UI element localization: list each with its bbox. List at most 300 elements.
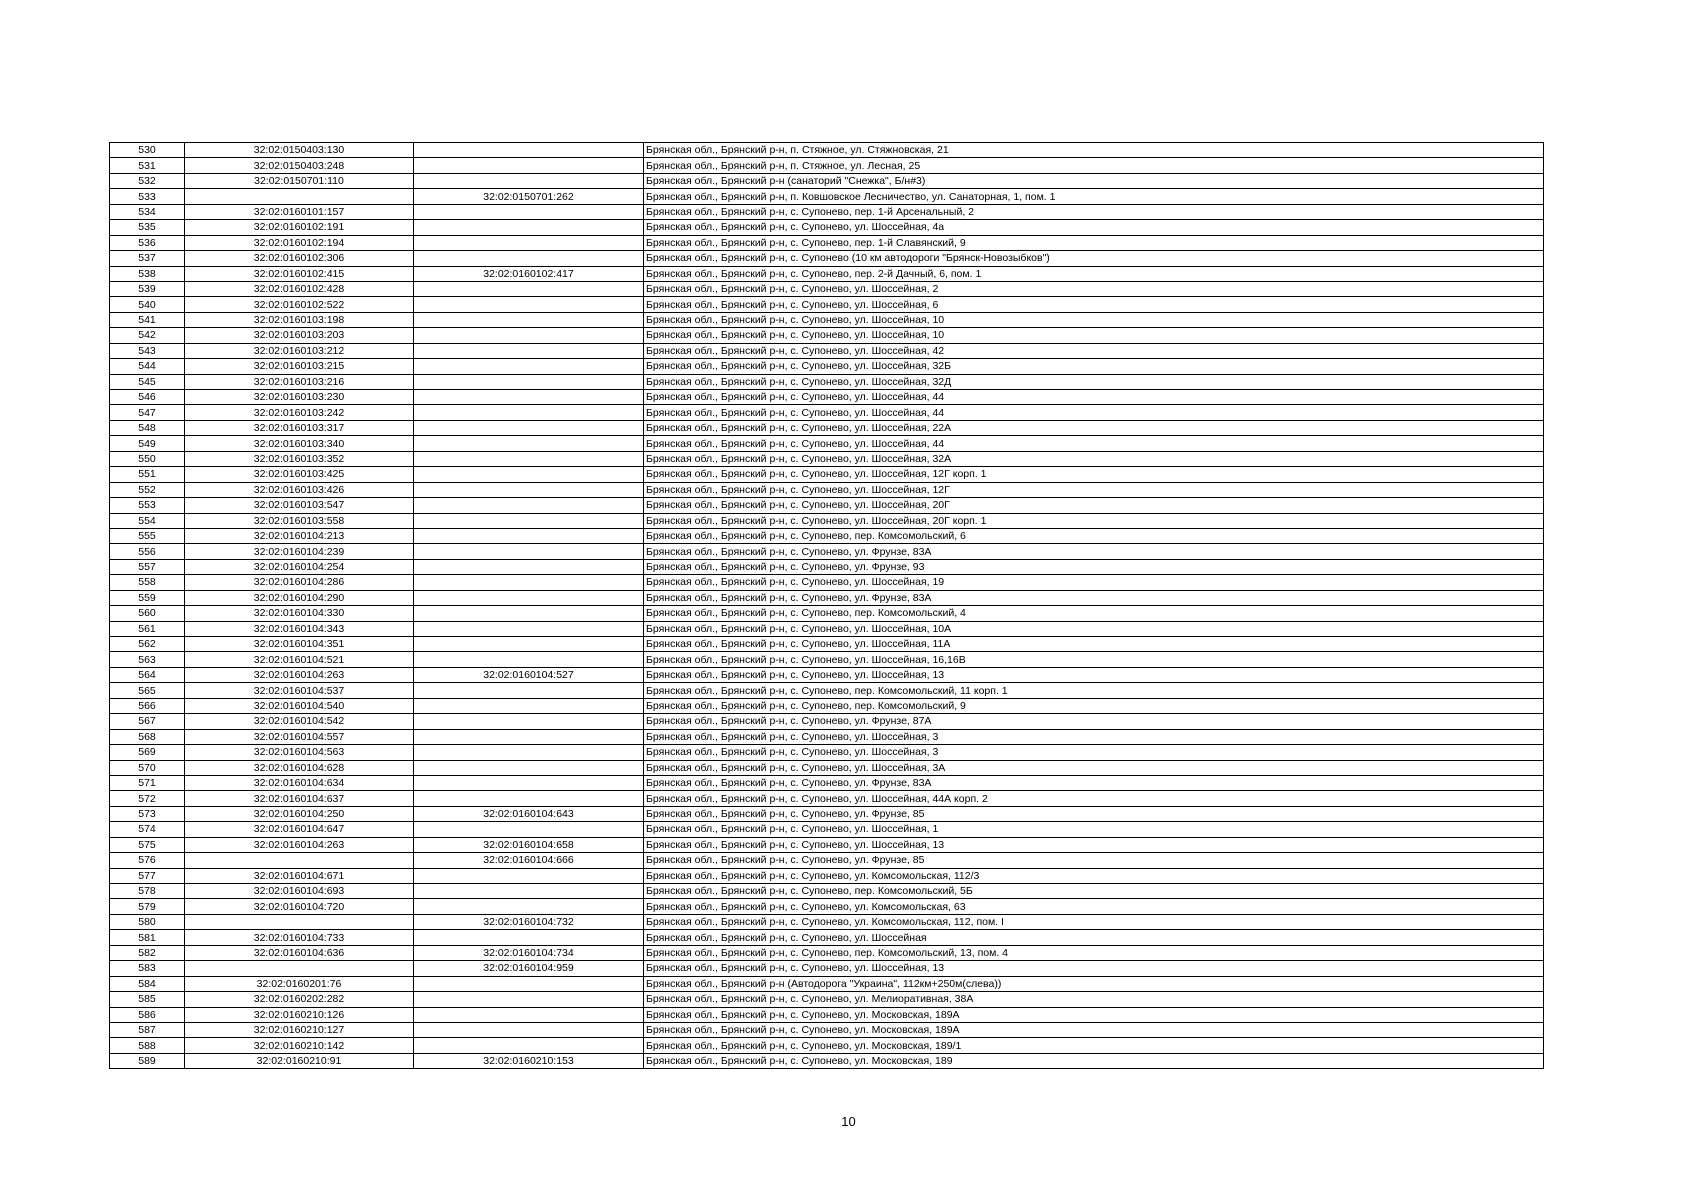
premises-cadastral-number-cell	[414, 451, 644, 466]
table-row	[110, 1038, 1544, 1053]
address-cell: Брянская обл., Брянский р-н, с. Супонево, пер. Комсомольский, 6	[644, 528, 1544, 543]
premises-cadastral-number-cell	[414, 683, 644, 698]
cadastral-number-cell: 32:02:0160210:126	[185, 1007, 414, 1022]
cadastral-number-cell: 32:02:0160103:558	[185, 513, 414, 528]
address-cell: Брянская обл., Брянский р-н, с. Супонево, ул. Шоссейная, 42	[644, 343, 1544, 358]
address-cell: Брянская обл., Брянский р-н, с. Супонево, ул. Шоссейная, 32Д	[644, 374, 1544, 389]
row-number-cell: 544	[110, 359, 185, 374]
cadastral-number-cell: 32:02:0160210:142	[185, 1038, 414, 1053]
address-cell: Брянская обл., Брянский р-н, с. Супонево, ул. Шоссейная, 32А	[644, 451, 1544, 466]
address-cell: Брянская обл., Брянский р-н, с. Супонево, ул. Шоссейная, 6	[644, 297, 1544, 312]
address-cell: Брянская обл., Брянский р-н, с. Супонево, ул. Фрунзе, 85	[644, 853, 1544, 868]
row-number-cell: 560	[110, 606, 185, 621]
row-number-cell: 569	[110, 745, 185, 760]
cadastral-number-cell: 32:02:0160102:191	[185, 220, 414, 235]
cadastral-number-cell	[185, 189, 414, 204]
address-cell: Брянская обл., Брянский р-н, с. Супонево, ул. Шоссейная, 32Б	[644, 359, 1544, 374]
row-number-cell: 583	[110, 961, 185, 976]
address-cell: Брянская обл., Брянский р-н, с. Супонево, ул. Московская, 189/1	[644, 1038, 1544, 1053]
premises-cadastral-number-cell	[414, 405, 644, 420]
row-number-cell: 539	[110, 281, 185, 296]
row-number-cell: 580	[110, 914, 185, 929]
row-number-cell: 552	[110, 482, 185, 497]
premises-cadastral-number-cell	[414, 791, 644, 806]
table-row	[110, 667, 1544, 682]
table-row	[110, 281, 1544, 296]
cadastral-number-cell	[185, 914, 414, 929]
table-row	[110, 390, 1544, 405]
address-cell: Брянская обл., Брянский р-н, с. Супонево, ул. Шоссейная, 13	[644, 961, 1544, 976]
address-cell: Брянская обл., Брянский р-н, с. Супонево, ул. Московская, 189А	[644, 1007, 1544, 1022]
address-cell: Брянская обл., Брянский р-н, с. Супонево, ул. Фрунзе, 87А	[644, 714, 1544, 729]
cadastral-number-cell: 32:02:0160104:637	[185, 791, 414, 806]
premises-cadastral-number-cell	[414, 528, 644, 543]
premises-cadastral-number-cell	[414, 714, 644, 729]
table-row	[110, 467, 1544, 482]
table-row	[110, 359, 1544, 374]
address-cell: Брянская обл., Брянский р-н, с. Супонево, ул. Фрунзе, 93	[644, 559, 1544, 574]
row-number-cell: 537	[110, 251, 185, 266]
table-row	[110, 266, 1544, 281]
row-number-cell: 545	[110, 374, 185, 389]
address-cell: Брянская обл., Брянский р-н, с. Супонево, ул. Шоссейная, 13	[644, 667, 1544, 682]
row-number-cell: 534	[110, 204, 185, 219]
premises-cadastral-number-cell	[414, 559, 644, 574]
table-row	[110, 729, 1544, 744]
premises-cadastral-number-cell	[414, 745, 644, 760]
row-number-cell: 542	[110, 328, 185, 343]
table-row	[110, 992, 1544, 1007]
table-row	[110, 436, 1544, 451]
cadastral-number-cell: 32:02:0160201:76	[185, 976, 414, 991]
address-cell: Брянская обл., Брянский р-н, с. Супонево, ул. Шоссейная, 12Г корп. 1	[644, 467, 1544, 482]
table-row	[110, 683, 1544, 698]
address-cell: Брянская обл., Брянский р-н, с. Супонево, ул. Комсомольская, 112, пом. I	[644, 914, 1544, 929]
address-cell: Брянская обл., Брянский р-н, с. Супонево, ул. Шоссейная	[644, 930, 1544, 945]
cadastral-number-cell: 32:02:0160102:194	[185, 235, 414, 250]
premises-cadastral-number-cell	[414, 930, 644, 945]
premises-cadastral-number-cell	[414, 698, 644, 713]
table-row	[110, 1022, 1544, 1037]
row-number-cell: 567	[110, 714, 185, 729]
premises-cadastral-number-cell	[414, 976, 644, 991]
premises-cadastral-number-cell: 32:02:0160104:643	[414, 806, 644, 821]
cadastral-number-cell: 32:02:0160104:351	[185, 637, 414, 652]
premises-cadastral-number-cell	[414, 775, 644, 790]
table-row	[110, 868, 1544, 883]
cadastral-number-cell: 32:02:0160104:537	[185, 683, 414, 698]
cadastral-number-cell: 32:02:0160104:521	[185, 652, 414, 667]
premises-cadastral-number-cell	[414, 513, 644, 528]
row-number-cell: 549	[110, 436, 185, 451]
table-row	[110, 961, 1544, 976]
cadastral-number-cell: 32:02:0160103:230	[185, 390, 414, 405]
cadastral-number-cell: 32:02:0160101:157	[185, 204, 414, 219]
premises-cadastral-number-cell: 32:02:0160210:153	[414, 1053, 644, 1068]
premises-cadastral-number-cell	[414, 158, 644, 173]
table-row	[110, 544, 1544, 559]
table-row	[110, 251, 1544, 266]
table-row	[110, 328, 1544, 343]
premises-cadastral-number-cell	[414, 312, 644, 327]
address-cell: Брянская обл., Брянский р-н, с. Супонево, ул. Шоссейная, 3	[644, 745, 1544, 760]
premises-cadastral-number-cell	[414, 482, 644, 497]
address-cell: Брянская обл., Брянский р-н, с. Супонево, ул. Шоссейная, 10	[644, 328, 1544, 343]
row-number-cell: 538	[110, 266, 185, 281]
table-row	[110, 637, 1544, 652]
table-row	[110, 513, 1544, 528]
table-row	[110, 806, 1544, 821]
row-number-cell: 589	[110, 1053, 185, 1068]
table-row	[110, 621, 1544, 636]
premises-cadastral-number-cell	[414, 251, 644, 266]
table-row	[110, 451, 1544, 466]
row-number-cell: 541	[110, 312, 185, 327]
cadastral-number-cell: 32:02:0160104:693	[185, 884, 414, 899]
cadastral-number-cell: 32:02:0160103:426	[185, 482, 414, 497]
address-cell: Брянская обл., Брянский р-н, с. Супонево (10 км автодороги "Брянск-Новозыбков")	[644, 251, 1544, 266]
address-cell: Брянская обл., Брянский р-н, п. Стяжное, ул. Стяжновская, 21	[644, 143, 1544, 158]
row-number-cell: 543	[110, 343, 185, 358]
row-number-cell: 585	[110, 992, 185, 1007]
premises-cadastral-number-cell	[414, 652, 644, 667]
row-number-cell: 571	[110, 775, 185, 790]
row-number-cell: 550	[110, 451, 185, 466]
table-row	[110, 945, 1544, 960]
row-number-cell: 582	[110, 945, 185, 960]
address-cell: Брянская обл., Брянский р-н (санаторий "Снежка", Б/н#3)	[644, 173, 1544, 188]
table-row	[110, 297, 1544, 312]
table-body	[110, 143, 1544, 1069]
table-row	[110, 791, 1544, 806]
address-cell: Брянская обл., Брянский р-н, с. Супонево, пер. Комсомольский, 4	[644, 606, 1544, 621]
table-row	[110, 976, 1544, 991]
premises-cadastral-number-cell: 32:02:0160104:734	[414, 945, 644, 960]
cadastral-number-cell: 32:02:0160103:216	[185, 374, 414, 389]
row-number-cell: 575	[110, 837, 185, 852]
cadastral-number-cell: 32:02:0160104:250	[185, 806, 414, 821]
table-row	[110, 914, 1544, 929]
address-cell: Брянская обл., Брянский р-н, с. Супонево, ул. Шоссейная, 2	[644, 281, 1544, 296]
cadastral-number-cell: 32:02:0160104:540	[185, 698, 414, 713]
address-cell: Брянская обл., Брянский р-н, с. Супонево, ул. Шоссейная, 22А	[644, 420, 1544, 435]
row-number-cell: 568	[110, 729, 185, 744]
address-cell: Брянская обл., Брянский р-н, с. Супонево, ул. Шоссейная, 3А	[644, 760, 1544, 775]
premises-cadastral-number-cell	[414, 760, 644, 775]
address-cell: Брянская обл., Брянский р-н, с. Супонево, ул. Фрунзе, 83А	[644, 775, 1544, 790]
row-number-cell: 572	[110, 791, 185, 806]
premises-cadastral-number-cell	[414, 899, 644, 914]
address-cell: Брянская обл., Брянский р-н, с. Супонево, ул. Шоссейная, 4а	[644, 220, 1544, 235]
table-row	[110, 312, 1544, 327]
row-number-cell: 530	[110, 143, 185, 158]
address-cell: Брянская обл., Брянский р-н, с. Супонево, пер. 1-й Арсенальный, 2	[644, 204, 1544, 219]
table-row	[110, 343, 1544, 358]
table-row	[110, 405, 1544, 420]
table-row	[110, 930, 1544, 945]
row-number-cell: 547	[110, 405, 185, 420]
address-cell: Брянская обл., Брянский р-н, п. Стяжное, ул. Лесная, 25	[644, 158, 1544, 173]
row-number-cell: 577	[110, 868, 185, 883]
cadastral-number-cell: 32:02:0160103:425	[185, 467, 414, 482]
row-number-cell: 559	[110, 590, 185, 605]
row-number-cell: 586	[110, 1007, 185, 1022]
table-row	[110, 420, 1544, 435]
table-row	[110, 220, 1544, 235]
address-cell: Брянская обл., Брянский р-н, с. Супонево, ул. Шоссейная, 10А	[644, 621, 1544, 636]
cadastral-number-cell: 32:02:0160102:415	[185, 266, 414, 281]
address-cell: Брянская обл., Брянский р-н, с. Супонево, ул. Шоссейная, 16,16В	[644, 652, 1544, 667]
premises-cadastral-number-cell	[414, 884, 644, 899]
cadastral-number-cell: 32:02:0160102:428	[185, 281, 414, 296]
address-cell: Брянская обл., Брянский р-н, с. Супонево, ул. Шоссейная, 12Г	[644, 482, 1544, 497]
premises-cadastral-number-cell	[414, 575, 644, 590]
address-cell: Брянская обл., Брянский р-н, с. Супонево, ул. Московская, 189А	[644, 1022, 1544, 1037]
cadastral-number-cell: 32:02:0160104:636	[185, 945, 414, 960]
row-number-cell: 532	[110, 173, 185, 188]
address-cell: Брянская обл., Брянский р-н, с. Супонево, ул. Шоссейная, 44	[644, 405, 1544, 420]
table-row	[110, 482, 1544, 497]
premises-cadastral-number-cell: 32:02:0160104:658	[414, 837, 644, 852]
row-number-cell: 531	[110, 158, 185, 173]
cadastral-number-cell: 32:02:0150403:248	[185, 158, 414, 173]
row-number-cell: 562	[110, 637, 185, 652]
premises-cadastral-number-cell	[414, 467, 644, 482]
row-number-cell: 551	[110, 467, 185, 482]
table-row	[110, 575, 1544, 590]
premises-cadastral-number-cell	[414, 822, 644, 837]
row-number-cell: 558	[110, 575, 185, 590]
cadastral-number-cell: 32:02:0160104:733	[185, 930, 414, 945]
table-row	[110, 1053, 1544, 1068]
row-number-cell: 546	[110, 390, 185, 405]
premises-cadastral-number-cell	[414, 204, 644, 219]
table-row	[110, 235, 1544, 250]
row-number-cell: 540	[110, 297, 185, 312]
cadastral-number-cell	[185, 853, 414, 868]
premises-cadastral-number-cell	[414, 637, 644, 652]
address-cell: Брянская обл., Брянский р-н, с. Супонево, ул. Шоссейная, 20Г корп. 1	[644, 513, 1544, 528]
premises-cadastral-number-cell: 32:02:0160104:959	[414, 961, 644, 976]
premises-cadastral-number-cell	[414, 729, 644, 744]
row-number-cell: 576	[110, 853, 185, 868]
cadastral-number-cell: 32:02:0160210:127	[185, 1022, 414, 1037]
table-row	[110, 853, 1544, 868]
row-number-cell: 555	[110, 528, 185, 543]
table-row	[110, 528, 1544, 543]
address-cell: Брянская обл., Брянский р-н, с. Супонево, ул. Шоссейная, 20Г	[644, 498, 1544, 513]
cadastral-number-cell: 32:02:0160104:330	[185, 606, 414, 621]
address-cell: Брянская обл., Брянский р-н, п. Ковшовское Лесничество, ул. Санаторная, 1, пом. 1	[644, 189, 1544, 204]
cadastral-number-cell: 32:02:0160104:263	[185, 667, 414, 682]
address-cell: Брянская обл., Брянский р-н (Автодорога "Украина", 112км+250м(слева))	[644, 976, 1544, 991]
cadastral-number-cell: 32:02:0160103:547	[185, 498, 414, 513]
row-number-cell: 548	[110, 420, 185, 435]
cadastral-number-cell: 32:02:0160102:306	[185, 251, 414, 266]
row-number-cell: 581	[110, 930, 185, 945]
row-number-cell: 536	[110, 235, 185, 250]
cadastral-number-cell: 32:02:0160104:647	[185, 822, 414, 837]
address-cell: Брянская обл., Брянский р-н, с. Супонево, пер. Комсомольский, 5Б	[644, 884, 1544, 899]
premises-cadastral-number-cell: 32:02:0150701:262	[414, 189, 644, 204]
row-number-cell: 587	[110, 1022, 185, 1037]
premises-cadastral-number-cell	[414, 143, 644, 158]
cadastral-number-cell: 32:02:0160104:263	[185, 837, 414, 852]
table-row	[110, 158, 1544, 173]
row-number-cell: 566	[110, 698, 185, 713]
premises-cadastral-number-cell	[414, 220, 644, 235]
row-number-cell: 574	[110, 822, 185, 837]
address-cell: Брянская обл., Брянский р-н, с. Супонево, пер. Комсомольский, 11 корп. 1	[644, 683, 1544, 698]
premises-cadastral-number-cell	[414, 390, 644, 405]
table-row	[110, 590, 1544, 605]
property-table	[109, 142, 1544, 1069]
table-row	[110, 606, 1544, 621]
cadastral-number-cell: 32:02:0160104:628	[185, 760, 414, 775]
table-row	[110, 714, 1544, 729]
address-cell: Брянская обл., Брянский р-н, с. Супонево, ул. Мелиоративная, 38А	[644, 992, 1544, 1007]
address-cell: Брянская обл., Брянский р-н, с. Супонево, ул. Шоссейная, 1	[644, 822, 1544, 837]
premises-cadastral-number-cell	[414, 281, 644, 296]
cadastral-number-cell: 32:02:0160104:343	[185, 621, 414, 636]
cadastral-number-cell: 32:02:0160103:212	[185, 343, 414, 358]
premises-cadastral-number-cell: 32:02:0160102:417	[414, 266, 644, 281]
table-row	[110, 1007, 1544, 1022]
premises-cadastral-number-cell	[414, 173, 644, 188]
cadastral-number-cell: 32:02:0160104:557	[185, 729, 414, 744]
premises-cadastral-number-cell	[414, 235, 644, 250]
row-number-cell: 565	[110, 683, 185, 698]
premises-cadastral-number-cell	[414, 359, 644, 374]
address-cell: Брянская обл., Брянский р-н, с. Супонево, ул. Шоссейная, 3	[644, 729, 1544, 744]
cadastral-number-cell: 32:02:0160102:522	[185, 297, 414, 312]
table-row	[110, 374, 1544, 389]
premises-cadastral-number-cell	[414, 590, 644, 605]
row-number-cell: 557	[110, 559, 185, 574]
row-number-cell: 584	[110, 976, 185, 991]
address-cell: Брянская обл., Брянский р-н, с. Супонево, ул. Шоссейная, 13	[644, 837, 1544, 852]
row-number-cell: 561	[110, 621, 185, 636]
row-number-cell: 535	[110, 220, 185, 235]
premises-cadastral-number-cell	[414, 420, 644, 435]
address-cell: Брянская обл., Брянский р-н, с. Супонево, пер. Комсомольский, 13, пом. 4	[644, 945, 1544, 960]
address-cell: Брянская обл., Брянский р-н, с. Супонево, пер. Комсомольский, 9	[644, 698, 1544, 713]
table-row	[110, 775, 1544, 790]
address-cell: Брянская обл., Брянский р-н, с. Супонево, ул. Комсомольская, 112/3	[644, 868, 1544, 883]
row-number-cell: 563	[110, 652, 185, 667]
address-cell: Брянская обл., Брянский р-н, с. Супонево, ул. Шоссейная, 44	[644, 390, 1544, 405]
premises-cadastral-number-cell	[414, 992, 644, 1007]
table-row	[110, 189, 1544, 204]
table-row	[110, 173, 1544, 188]
address-cell: Брянская обл., Брянский р-н, с. Супонево, ул. Комсомольская, 63	[644, 899, 1544, 914]
premises-cadastral-number-cell	[414, 544, 644, 559]
address-cell: Брянская обл., Брянский р-н, с. Супонево, ул. Фрунзе, 85	[644, 806, 1544, 821]
premises-cadastral-number-cell	[414, 498, 644, 513]
table-row	[110, 498, 1544, 513]
premises-cadastral-number-cell	[414, 621, 644, 636]
cadastral-number-cell: 32:02:0150701:110	[185, 173, 414, 188]
table-row	[110, 884, 1544, 899]
address-cell: Брянская обл., Брянский р-н, с. Супонево, ул. Московская, 189	[644, 1053, 1544, 1068]
premises-cadastral-number-cell	[414, 1038, 644, 1053]
table-row	[110, 698, 1544, 713]
cadastral-number-cell: 32:02:0160104:563	[185, 745, 414, 760]
address-cell: Брянская обл., Брянский р-н, с. Супонево, ул. Шоссейная, 19	[644, 575, 1544, 590]
premises-cadastral-number-cell	[414, 343, 644, 358]
cadastral-number-cell: 32:02:0160104:213	[185, 528, 414, 543]
address-cell: Брянская обл., Брянский р-н, с. Супонево, ул. Шоссейная, 11А	[644, 637, 1544, 652]
cadastral-number-cell: 32:02:0160103:352	[185, 451, 414, 466]
row-number-cell: 533	[110, 189, 185, 204]
premises-cadastral-number-cell	[414, 374, 644, 389]
table-row	[110, 559, 1544, 574]
cadastral-number-cell: 32:02:0150403:130	[185, 143, 414, 158]
row-number-cell: 579	[110, 899, 185, 914]
cadastral-number-cell: 32:02:0160103:242	[185, 405, 414, 420]
table-row	[110, 837, 1544, 852]
premises-cadastral-number-cell	[414, 328, 644, 343]
premises-cadastral-number-cell	[414, 297, 644, 312]
table-row	[110, 652, 1544, 667]
premises-cadastral-number-cell	[414, 868, 644, 883]
address-cell: Брянская обл., Брянский р-н, с. Супонево, пер. 2-й Дачный, 6, пом. 1	[644, 266, 1544, 281]
premises-cadastral-number-cell: 32:02:0160104:732	[414, 914, 644, 929]
cadastral-number-cell: 32:02:0160103:340	[185, 436, 414, 451]
table-row	[110, 745, 1544, 760]
cadastral-number-cell: 32:02:0160202:282	[185, 992, 414, 1007]
table-row	[110, 204, 1544, 219]
premises-cadastral-number-cell: 32:02:0160104:527	[414, 667, 644, 682]
page-number: 10	[841, 1114, 856, 1129]
table-row	[110, 822, 1544, 837]
row-number-cell: 554	[110, 513, 185, 528]
cadastral-number-cell: 32:02:0160103:317	[185, 420, 414, 435]
address-cell: Брянская обл., Брянский р-н, с. Супонево, пер. 1-й Славянский, 9	[644, 235, 1544, 250]
address-cell: Брянская обл., Брянский р-н, с. Супонево, ул. Шоссейная, 10	[644, 312, 1544, 327]
premises-cadastral-number-cell: 32:02:0160104:666	[414, 853, 644, 868]
row-number-cell: 570	[110, 760, 185, 775]
cadastral-number-cell: 32:02:0160103:215	[185, 359, 414, 374]
table-row	[110, 899, 1544, 914]
address-cell: Брянская обл., Брянский р-н, с. Супонево, ул. Шоссейная, 44	[644, 436, 1544, 451]
table-row	[110, 760, 1544, 775]
row-number-cell: 553	[110, 498, 185, 513]
cadastral-number-cell: 32:02:0160104:254	[185, 559, 414, 574]
cadastral-number-cell: 32:02:0160103:203	[185, 328, 414, 343]
row-number-cell: 573	[110, 806, 185, 821]
cadastral-number-cell	[185, 961, 414, 976]
cadastral-number-cell: 32:02:0160104:290	[185, 590, 414, 605]
row-number-cell: 564	[110, 667, 185, 682]
row-number-cell: 556	[110, 544, 185, 559]
premises-cadastral-number-cell	[414, 436, 644, 451]
address-cell: Брянская обл., Брянский р-н, с. Супонево, ул. Шоссейная, 44А корп. 2	[644, 791, 1544, 806]
row-number-cell: 588	[110, 1038, 185, 1053]
premises-cadastral-number-cell	[414, 1022, 644, 1037]
cadastral-number-cell: 32:02:0160104:239	[185, 544, 414, 559]
address-cell: Брянская обл., Брянский р-н, с. Супонево, ул. Фрунзе, 83А	[644, 590, 1544, 605]
premises-cadastral-number-cell	[414, 606, 644, 621]
row-number-cell: 578	[110, 884, 185, 899]
cadastral-number-cell: 32:02:0160104:542	[185, 714, 414, 729]
premises-cadastral-number-cell	[414, 1007, 644, 1022]
table-row	[110, 143, 1544, 158]
cadastral-number-cell: 32:02:0160103:198	[185, 312, 414, 327]
cadastral-number-cell: 32:02:0160104:634	[185, 775, 414, 790]
cadastral-number-cell: 32:02:0160104:286	[185, 575, 414, 590]
address-cell: Брянская обл., Брянский р-н, с. Супонево, ул. Фрунзе, 83А	[644, 544, 1544, 559]
